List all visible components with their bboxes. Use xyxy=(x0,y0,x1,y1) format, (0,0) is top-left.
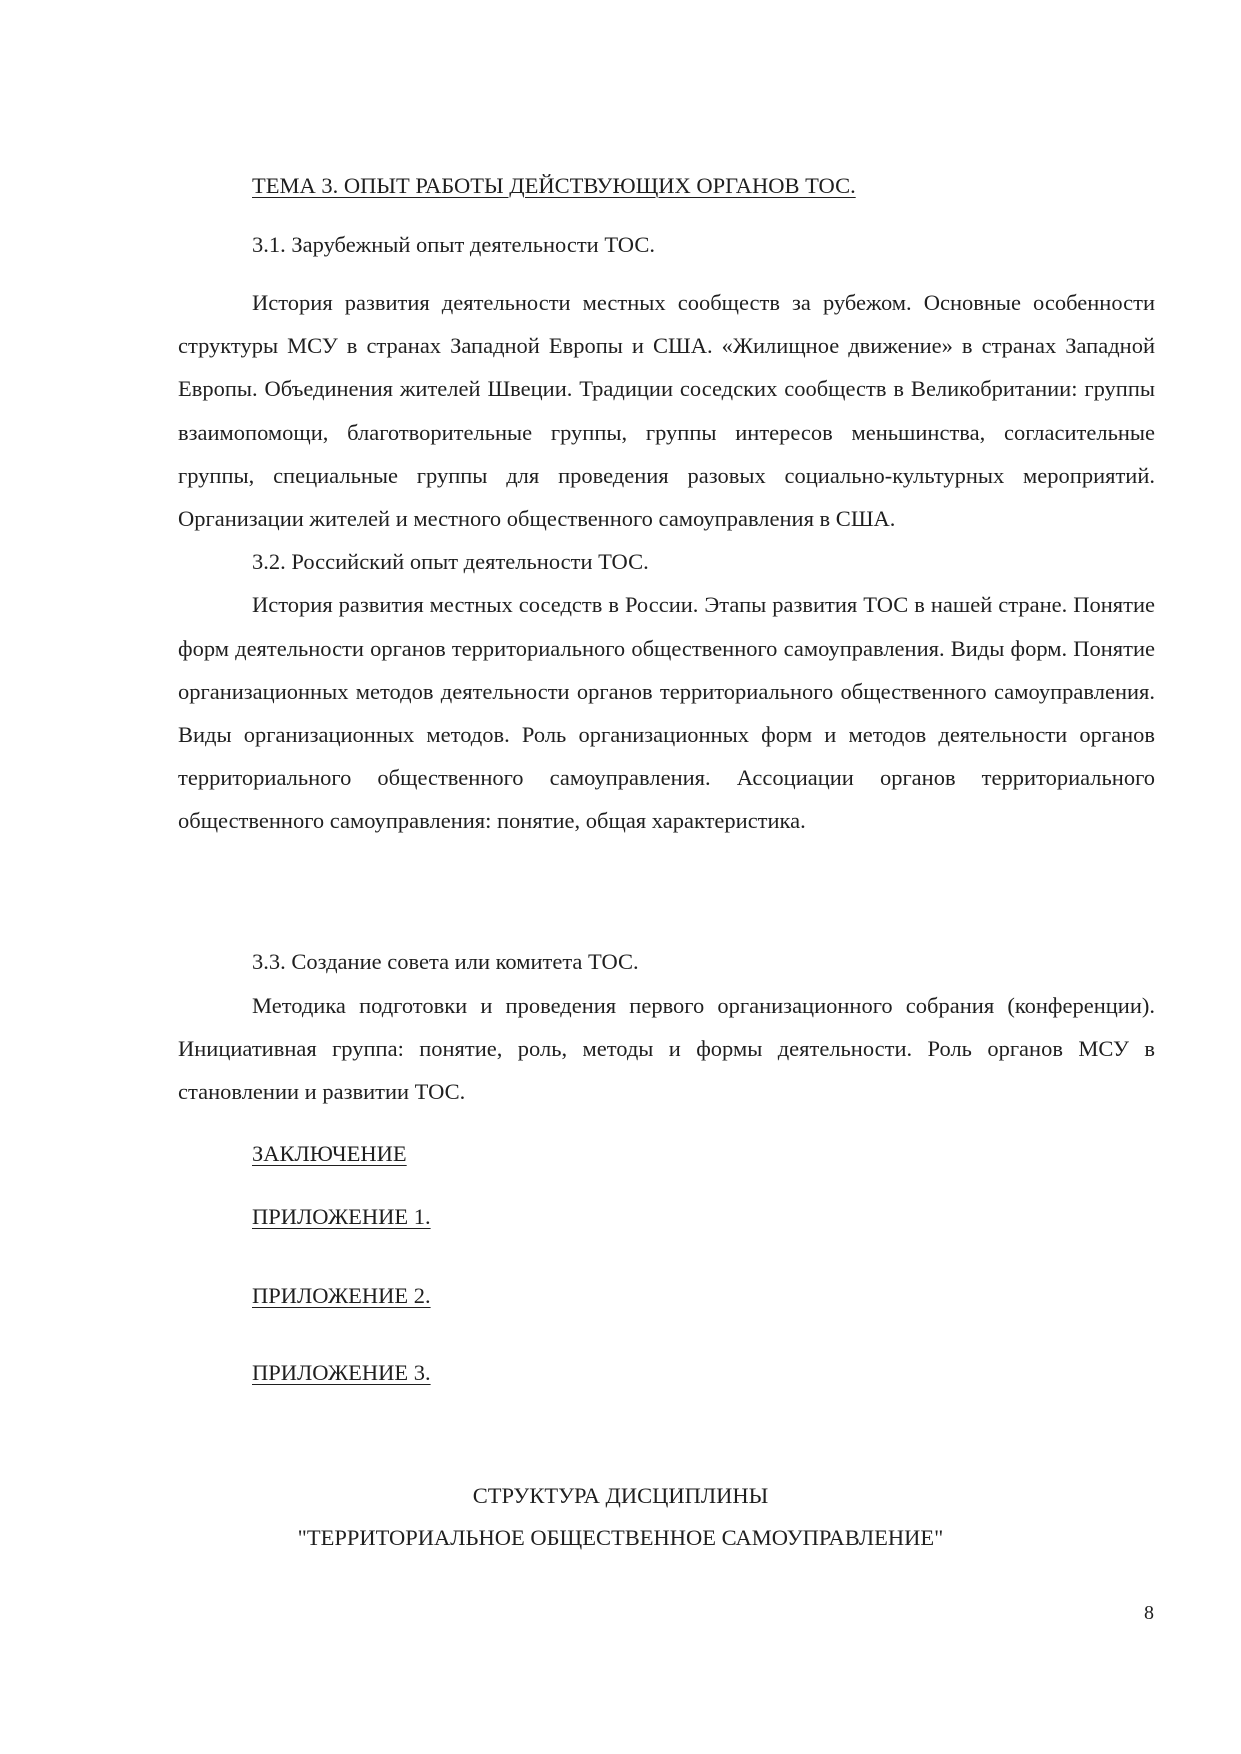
appendix-2-link[interactable]: ПРИЛОЖЕНИЕ 2. xyxy=(252,1283,431,1308)
appendix-1-link[interactable]: ПРИЛОЖЕНИЕ 1. xyxy=(252,1204,431,1229)
structure-title: СТРУКТУРА ДИСЦИПЛИНЫ xyxy=(472,1483,769,1508)
structure-subtitle: "ТЕРРИТОРИАЛЬНОЕ ОБЩЕСТВЕННОЕ САМОУПРАВЛЕНИЕ" xyxy=(297,1525,944,1550)
section-3-3-body xyxy=(178,984,1155,1114)
section-3-1-title: 3.1. Зарубежный опыт деятельности ТОС. xyxy=(252,232,655,257)
section-3-2-title: 3.2. Российский опыт деятельности ТОС. xyxy=(252,549,649,575)
conclusion-link[interactable]: ЗАКЛЮЧЕНИЕ xyxy=(252,1141,407,1166)
page-number: 8 xyxy=(1144,1602,1154,1624)
section-3-1-body xyxy=(178,281,1155,843)
section-3-2-paragraph: История развития местных соседств в России. Этапы развития ТОС в нашей стране. Понятие форм деятельности органов территориального общественного самоуправления. Виды форм. Понятие организационных методов деятельности органов территориального общественного самоуправления. Виды организационных методов. Роль организационных форм и методов деятельности органов территориального общественного самоуправления. Ассоциации органов территориального общественного самоуправления: понятие, общая характеристика. xyxy=(178,592,1155,834)
section-3-1-paragraph: История развития деятельности местных сообществ за рубежом. Основные особенности структуры МСУ в странах Западной Европы и США. «Жилищное движение» в странах Западной Европы. Объединения жителей Швеции. Традиции соседских сообществ в Великобритании: группы взаимопомощи, благотворительные группы, группы интересов меньшинства, согласительные группы, специальные группы для проведения разовых социально-культурных мероприятий. Организации жителей и местного общественного самоуправления в США. xyxy=(178,290,1155,532)
section-3-3-title: 3.3. Создание совета или комитета ТОС. xyxy=(252,949,639,974)
appendix-3-link[interactable]: ПРИЛОЖЕНИЕ 3. xyxy=(252,1360,431,1385)
section-3-3-paragraph: Методика подготовки и проведения первого организационного собрания (конференции). Инициативная группа: понятие, роль, методы и формы деятельности. Роль органов МСУ в становлении и развитии ТОС. xyxy=(178,993,1155,1105)
topic-heading[interactable]: ТЕМА 3. ОПЫТ РАБОТЫ ДЕЙСТВУЮЩИХ ОРГАНОВ ТОС. xyxy=(252,173,856,198)
